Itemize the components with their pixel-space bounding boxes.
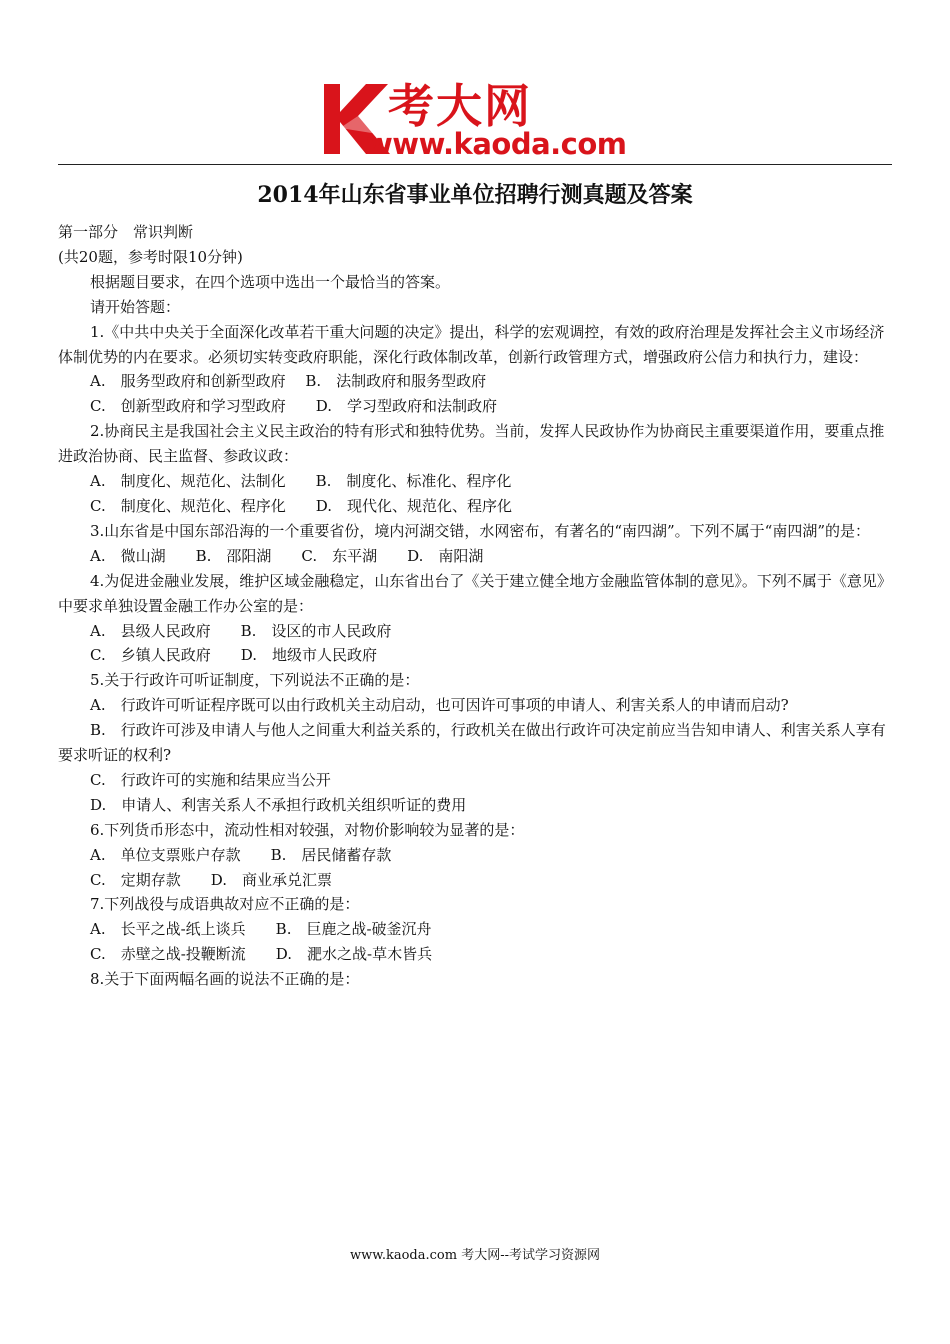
question-4-options-row-1: A. 县级人民政府 B. 设区的市人民政府 (90, 621, 392, 640)
document-body (58, 220, 894, 992)
question-2-options-row-1: A. 制度化、规范化、法制化 B. 制度化、标准化、程序化 (90, 472, 512, 491)
question-7-options-row-1: A. 长平之战-纸上谈兵 B. 巨鹿之战-破釜沉舟 (90, 920, 432, 939)
section-heading: 第一部分 常识判断 (58, 223, 194, 241)
logo-url-text: www.kaoda.com (366, 127, 627, 161)
section-instruction: 根据题目要求，在四个选项中选出一个最恰当的答案。 (90, 272, 451, 291)
question-3-stem: 3.山东省是中国东部沿海的一个重要省份，境内河湖交错，水网密布，有著名的“南四湖”。下列不属于“南四湖”的是： (90, 521, 870, 540)
question-4-stem: 4.为促进金融业发展，维护区域金融稳定，山东省出台了《关于建立健全地方金融监管体制的意见》。下列不属于《意见》中要求单独设置金融工作办公室的是： (58, 571, 892, 615)
question-6-stem: 6.下列货币形态中，流动性相对较强，对物价影响较为显著的是： (90, 820, 525, 839)
question-6-options-row-2: C. 定期存款 D. 商业承兑汇票 (90, 870, 332, 889)
header-divider (58, 164, 892, 165)
document-title: 2014年山东省事业单位招聘行测真题及答案 (257, 182, 693, 208)
question-6-options-row-1: A. 单位支票账户存款 B. 居民储蓄存款 (90, 845, 392, 864)
question-7-options-row-2: C. 赤壁之战-投鞭断流 D. 淝水之战-草木皆兵 (90, 945, 433, 964)
question-1-options-row-1: A. 服务型政府和创新型政府 B. 法制政府和服务型政府 (90, 372, 487, 391)
question-5-option-d: D. 申请人、利害关系人不承担行政机关组织听证的费用 (90, 795, 467, 814)
question-2-options-row-2: C. 制度化、规范化、程序化 D. 现代化、规范化、程序化 (90, 496, 512, 515)
question-5-stem: 5.关于行政许可听证制度，下列说法不正确的是： (90, 671, 420, 690)
start-prompt: 请开始答题： (90, 297, 181, 316)
question-5-option-b: B. 行政许可涉及申请人与他人之间重大利益关系的，行政机关在做出行政许可决定前应当告知申请人、利害关系人享有要求听证的权利? (58, 721, 886, 765)
question-8-stem: 8.关于下面两幅名画的说法不正确的是： (90, 970, 360, 989)
logo-brand-text: 考大网 (388, 79, 532, 133)
page-footer: www.kaoda.com 考大网--考试学习资源网 (350, 1248, 600, 1263)
question-2-stem: 2.协商民主是我国社会主义民主政治的特有形式和独特优势。当前，发挥人民政协作为协商民主重要渠道作用，要重点推进政治协商、民主监督、参政议政： (58, 422, 885, 466)
kaoda-logo (318, 80, 648, 160)
question-5-option-c: C. 行政许可的实施和结果应当公开 (90, 770, 331, 789)
question-7-stem: 7.下列战役与成语典故对应不正确的是： (90, 895, 360, 914)
question-3-options-row-1: A. 微山湖 B. 邵阳湖 C. 东平湖 D. 南阳湖 (90, 546, 484, 565)
question-1-stem: 1.《中共中央关于全面深化改革若干重大问题的决定》提出，科学的宏观调控，有效的政府治理是发挥社会主义市场经济体制优势的内在要求。必须切实转变政府职能，深化行政体制改革，创新行政管理方式，增强政府公信力和执行力，建设： (58, 322, 885, 366)
question-5-option-a: A. 行政许可听证程序既可以由行政机关主动启动，也可因许可事项的申请人、利害关系人的申请而启动? (90, 696, 789, 715)
question-1-options-row-2: C. 创新型政府和学习型政府 D. 学习型政府和法制政府 (90, 397, 497, 416)
section-note: (共20题，参考时限10分钟) (58, 247, 243, 266)
question-4-options-row-2: C. 乡镇人民政府 D. 地级市人民政府 (90, 646, 377, 665)
